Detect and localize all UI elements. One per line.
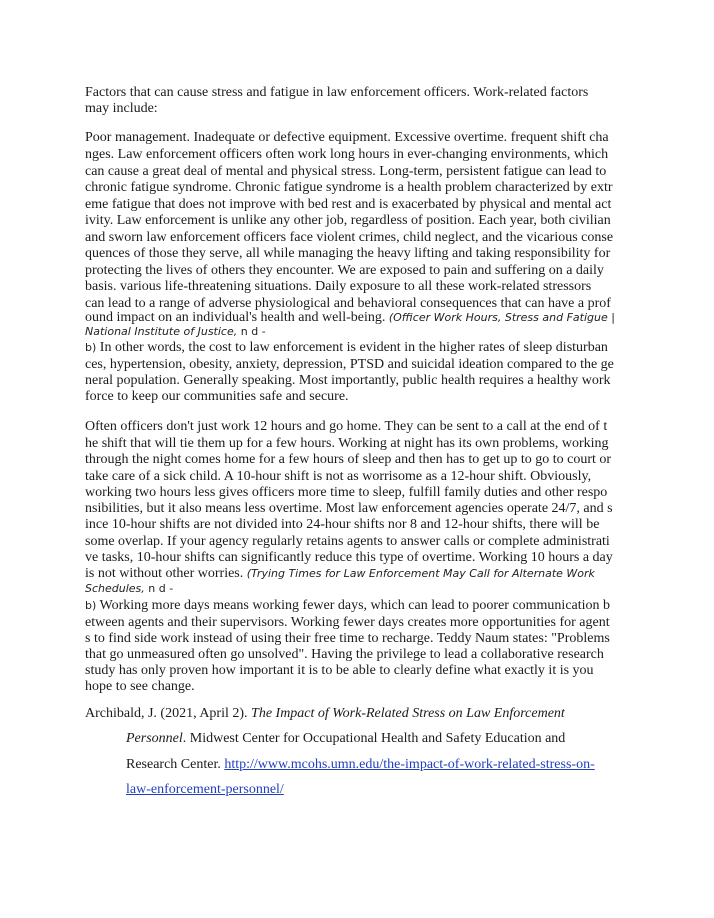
para4-line: s to find side work instead of using their free time to recharge. Teddy Naum states: "Problems [85, 631, 610, 646]
para4-first-line [85, 597, 610, 614]
intro-line-2: may include: [85, 101, 158, 116]
para2-line-text: In other words, the cost to law enforcement is evident in the higher rates of sleep disturban [96, 340, 608, 355]
reference-line-4 [126, 781, 284, 798]
para3-line: ve tasks, 10-hour shifts can significantly reduce this type of overtime. Working 10 hours a day [85, 550, 613, 565]
para1-line: quences of those they serve, all while managing the heavy lifting and taking responsibility for [85, 246, 611, 261]
citation-2-line [85, 580, 173, 597]
para3-line: some overlap. If your agency regularly retains agents to answer calls or complete administrati [85, 534, 610, 549]
para4-line: hope to see change. [85, 679, 195, 694]
intro-line-1: Factors that can cause stress and fatigue in law enforcement officers. Work-related factors [85, 85, 589, 100]
para2-line: ces, hypertension, obesity, anxiety, depression, PTSD and suicidal ideation compared to the ge [85, 357, 614, 372]
para3-line: take care of a sick child. A 10-hour shift is not as worrisome as a 12-hour shift. Obviously, [85, 469, 592, 484]
reference-publisher-cont: Research Center. [126, 757, 225, 772]
reference-line-3 [126, 756, 595, 773]
citation-1-line [85, 323, 266, 340]
reference-title: The Impact of Work-Related Stress on Law Enforcement [251, 706, 565, 721]
para1-line: can lead to a range of adverse physiological and behavioral consequences that can have a prof [85, 296, 611, 311]
reference-link[interactable]: http://www.mcohs.umn.edu/the-impact-of-work-related-stress-on- [224, 757, 595, 772]
para2-line: force to keep our communities safe and secure. [85, 389, 349, 404]
para4-line: etween agents and their supervisors. Working fewer days creates more opportunities for agent [85, 615, 610, 630]
reference-line-1 [85, 705, 565, 722]
reference-author: Archibald, J. (2021, April 2). [85, 706, 252, 721]
citation-1-tail: n d - [237, 325, 266, 338]
para3-line: ince 10-hour shifts are not divided into 24-hour shifts nor 8 and 12-hour shifts, there will be [85, 517, 600, 532]
reference-title-cont: Personnel [126, 731, 183, 746]
para3-line: he shift that will tie them up for a few hours. Working at night has its own problems, working [85, 436, 609, 451]
para1-line: eme fatigue that does not improve with bed rest and is exacerbated by physical and mental act [85, 197, 612, 212]
para3-line: nsibilities, but it also means less overtime. Most law enforcement agencies operate 24/7, and s [85, 501, 613, 516]
citation-2-marker: b) [85, 599, 97, 612]
para1-line: ivity. Law enforcement is unlike any other job, regardless of position. Each year, both civilian [85, 213, 611, 228]
para1-line: protecting the lives of others they encounter. We are exposed to pain and suffering on a daily [85, 263, 604, 278]
citation-2-tail: n d - [144, 582, 174, 595]
para2-first-line [85, 339, 608, 356]
para4-line: that go unmeasured often go unsolved". Having the privilege to lead a collaborative research [85, 647, 604, 662]
citation-2-part2: Schedules, [85, 582, 145, 595]
citation-2-part1: (Trying Times for Law Enforcement May Call for Alternate Work [246, 567, 595, 580]
para3-line: Often officers don't just work 12 hours and go home. They can be sent to a call at the end of t [85, 419, 608, 434]
para2-line: neral population. Generally speaking. Most importantly, public health requires a healthy work [85, 373, 611, 388]
reference-line-2 [126, 730, 565, 747]
para3-line: working two hours less gives officers more time to sleep, fulfill family duties and other respo [85, 485, 608, 500]
para1-line: nges. Law enforcement officers often work long hours in ever-changing environments, which [85, 147, 609, 162]
para1-line: basis. various life-threatening situations. Daily exposure to all these work-related stressors [85, 279, 592, 294]
para3-line: through the night comes home for a few hours of sleep and then has to get up to go to court or [85, 452, 612, 467]
citation-1-part2: National Institute of Justice, [85, 325, 238, 338]
para1-line: can cause a great deal of mental and physical stress. Long-term, persistent fatigue can lead to [85, 164, 607, 179]
para1-line: Poor management. Inadequate or defective equipment. Excessive overtime. frequent shift cha [85, 130, 609, 145]
para4-line-text: Working more days means working fewer days, which can lead to poorer communication b [96, 598, 611, 613]
para4-line: study has only proven how important it is to be able to clearly define what exactly it is you [85, 663, 594, 678]
para1-line: chronic fatigue syndrome. Chronic fatigue syndrome is a health problem characterized by extr [85, 180, 613, 195]
para1-line: and sworn law enforcement officers face violent crimes, child neglect, and the vicarious conse [85, 230, 614, 245]
reference-publisher: . Midwest Center for Occupational Health and Safety Education and [182, 731, 566, 746]
reference-link-cont[interactable]: law-enforcement-personnel/ [126, 782, 284, 797]
para1-line-text: ound impact on an individual's health and well-being. [85, 310, 389, 325]
citation-1-part1: (Officer Work Hours, Stress and Fatigue | [388, 311, 615, 324]
para3-line-text: is not without other worries. [85, 566, 247, 581]
citation-1-marker: b) [85, 341, 97, 354]
